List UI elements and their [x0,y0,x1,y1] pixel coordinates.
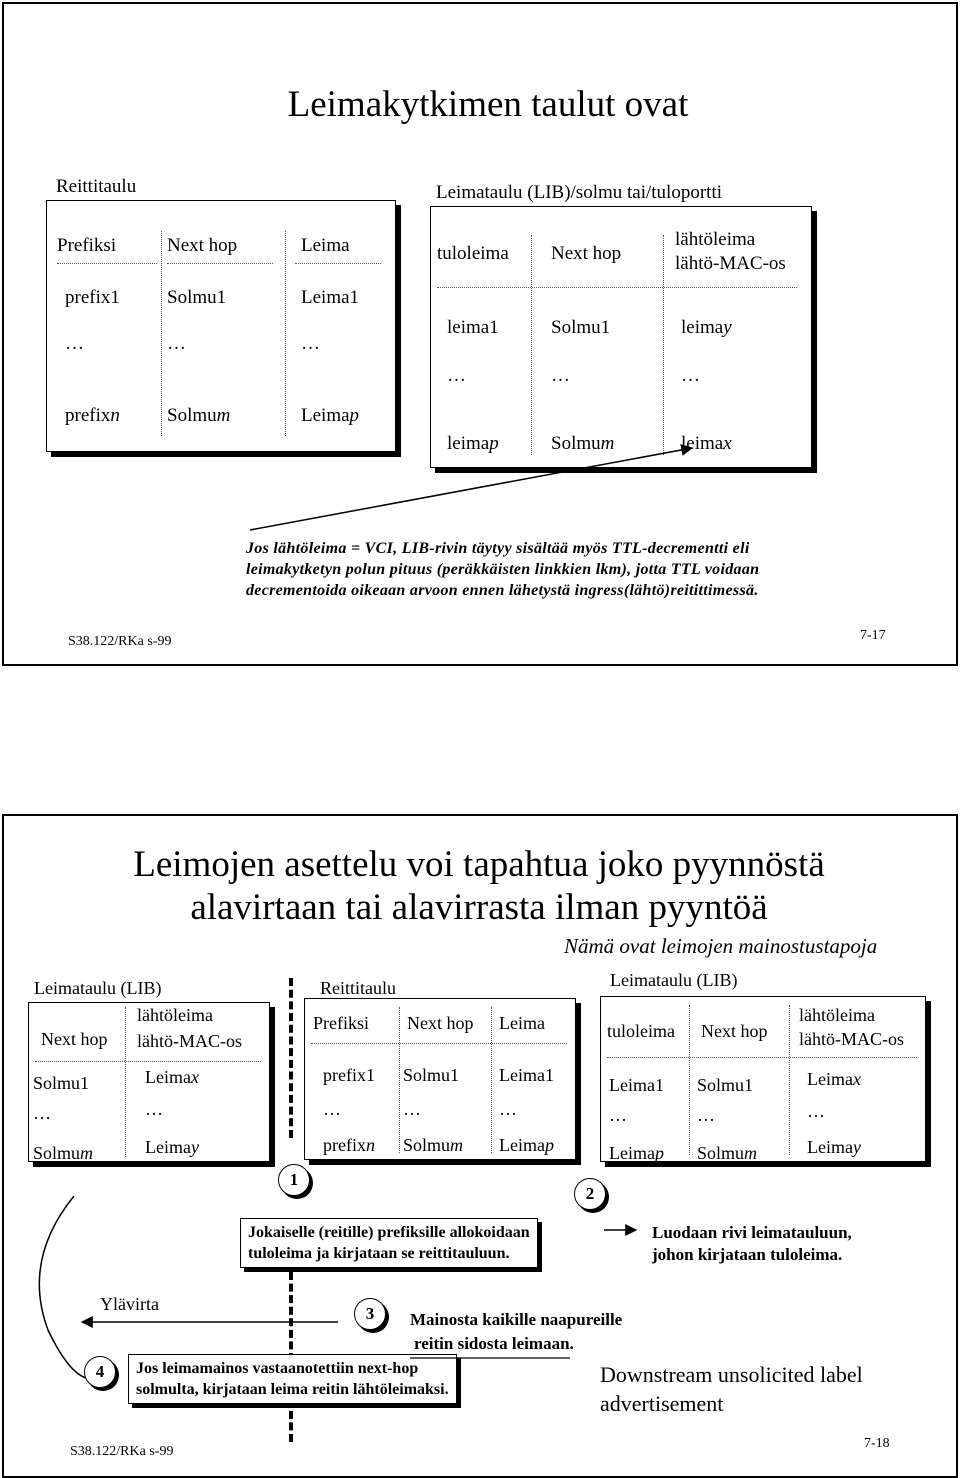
cell-text: Leima [499,1135,545,1155]
ellipsis: … [65,333,84,354]
cell-subscript: y [723,317,732,338]
cell-subscript: 1 [80,1073,90,1093]
callout-line: tuloleima ja kirjataan se reittitauluun. [248,1245,510,1262]
cell-subscript: 1 [654,1075,664,1095]
col-header-prefix: Prefiksi [313,1013,369,1033]
cell-text: Solmu [403,1065,451,1085]
col-header-out-mac: lähtö-MAC-os [137,1031,242,1051]
cell-text: prefix [323,1135,366,1155]
cell-text: Leima [609,1143,655,1163]
footer-page: 7-17 [860,628,886,643]
ellipsis: … [301,333,320,354]
col-header-prefix: Prefiksi [57,235,117,256]
col-header-next-hop: Next hop [167,235,238,256]
cell-text: prefix [65,287,111,308]
cell-text: Solmu [551,433,601,454]
cell-subscript: 1 [450,1065,460,1085]
ellipsis: … [609,1105,627,1125]
col-header-out-label: lähtöleima [675,229,756,250]
cell-subscript: p [544,1135,554,1155]
cell-subscript: p [349,405,360,426]
callout-line: solmulta, kirjataan leima reitin lähtöleimaksi. [136,1381,449,1398]
cell-text: leima [681,317,724,338]
ellipsis: … [447,365,466,386]
note-to-lib-arrow [250,448,692,530]
title-line: Leimojen asettelu voi tapahtua joko pyynnöstä [133,844,825,885]
cell-text: leima [447,433,490,454]
cell-subscript: p [489,433,499,454]
cell-text: Solmu [33,1073,81,1093]
step-4-badge: 4 [84,1356,116,1388]
cell-text: Leima [145,1067,191,1087]
heading-line: advertisement [600,1391,724,1416]
col-header-in-label: tuloleima [607,1021,675,1041]
step-1-badge: 1 [278,1164,310,1196]
cell-text: Solmu [167,287,217,308]
cell-subscript: x [852,1069,861,1089]
note-line: decrementoida oikeaan arvoon ennen lähetystä ingress(lähtö)reitittimessä. [246,582,759,599]
cell-text: Leima [301,287,350,308]
cell-text: Solmu [167,405,217,426]
cell-text: leima [681,433,724,454]
upstream-label: Ylävirta [100,1294,159,1314]
note-line: leimakytketyn polun pituus (peräkkäisten linkkien lkm), jotta TTL voidaan [246,561,760,578]
note-line: johon kirjataan tuloleima. [652,1245,843,1264]
cell-subscript: m [600,433,615,454]
cell-subscript: 1 [600,317,611,338]
cell-text: Solmu [551,317,601,338]
cell-text: Solmu [697,1143,745,1163]
routing-table-label: Reittitaulu [320,978,396,998]
ellipsis: … [681,365,700,386]
left-lib-label: Leimataulu (LIB) [34,978,162,998]
cell-text: Solmu [403,1135,451,1155]
callout-line: Jokaiselle (reitille) prefiksille allokoidaan [248,1224,530,1241]
cell-subscript: 1 [216,287,227,308]
ellipsis: … [145,1099,163,1119]
footer-course: S38.122/RKa s-99 [68,634,172,649]
cell-subscript: x [723,433,732,454]
ellipsis: … [499,1099,517,1119]
cell-text: prefix [65,405,111,426]
cell-subscript: x [190,1067,199,1087]
callout-line: Jos leimamainos vastaanotettiin next-hop [136,1360,419,1377]
col-header-out-mac: lähtö-MAC-os [799,1029,904,1049]
cell-subscript: n [110,405,120,426]
cell-text: Solmu [697,1075,745,1095]
col-header-out-label: lähtöleima [137,1005,213,1025]
lib-to-step4-curve [39,1196,86,1378]
col-header-label: Leima [499,1013,545,1033]
cell-subscript: 1 [489,317,499,338]
note-line: Luodaan rivi leimatauluun, [652,1223,852,1242]
cell-subscript: 1 [349,287,360,308]
note-line: Jos lähtöleima = VCI, LIB-rivin täytyy sisältää myös TTL-decrementti eli [246,540,750,557]
cell-subscript: m [216,405,231,426]
ellipsis: … [33,1103,51,1123]
col-header-next-hop: Next hop [701,1021,768,1041]
col-header-out-mac: lähtö-MAC-os [675,253,786,274]
cell-subscript: n [365,1135,375,1155]
title-line: alavirtaan tai alavirrasta ilman pyyntöä [190,886,768,928]
cell-subscript: m [450,1135,464,1155]
ellipsis: … [697,1105,715,1125]
col-header-label: Leima [301,235,350,256]
cell-text: prefix [323,1065,366,1085]
step-3-badge: 3 [354,1298,386,1330]
cell-subscript: y [852,1137,861,1157]
cell-text: Leima [807,1137,853,1157]
ellipsis: … [167,333,186,354]
cell-text: Solmu [33,1143,81,1163]
right-lib-label: Leimataulu (LIB) [610,970,738,990]
col-header-next-hop: Next hop [407,1013,474,1033]
cell-subscript: 1 [110,287,120,308]
footer-page: 7-18 [864,1436,890,1451]
cell-text: Leima [499,1065,545,1085]
subtitle: Nämä ovat leimojen mainostustapoja [564,934,878,958]
cell-text: Leima [609,1075,655,1095]
ellipsis: … [323,1099,341,1119]
note-line: Mainosta kaikille naapureille [410,1310,623,1329]
step-2-badge: 2 [574,1178,606,1210]
cell-text: Leima [145,1137,191,1157]
ellipsis: … [403,1099,421,1119]
lib-table-label: Leimataulu (LIB)/solmu tai/tuloportti [436,182,723,203]
ellipsis: … [551,365,570,386]
cell-subscript: 1 [365,1065,375,1085]
slide-title: Leimakytkimen taulut ovat [287,84,689,125]
footer-course: S38.122/RKa s-99 [70,1444,174,1459]
cell-subscript: m [80,1143,94,1163]
col-header-next-hop: Next hop [41,1029,108,1049]
cell-subscript: m [744,1143,758,1163]
cell-subscript: 1 [544,1065,554,1085]
note-line: reitin sidosta leimaan. [414,1334,574,1353]
cell-text: leima [447,317,490,338]
cell-subscript: p [654,1143,664,1163]
cell-text: Leima [807,1069,853,1089]
heading-line: Downstream unsolicited label [600,1362,863,1387]
col-header-out-label: lähtöleima [799,1005,875,1025]
cell-subscript: y [190,1137,199,1157]
col-header-in-label: tuloleima [437,243,509,264]
cell-subscript: 1 [744,1075,754,1095]
col-header-next-hop: Next hop [551,243,622,264]
cell-text: Leima [301,405,350,426]
ellipsis: … [807,1101,825,1121]
routing-table-label: Reittitaulu [56,176,137,197]
